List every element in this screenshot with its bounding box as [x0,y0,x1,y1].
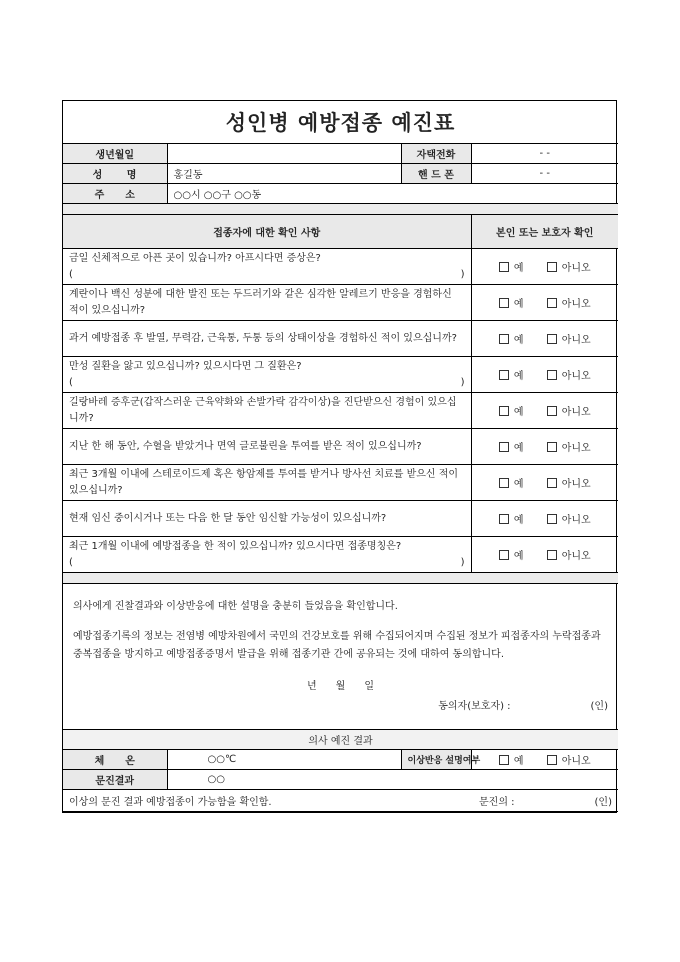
question-3-text: 과거 예방접종 후 발열, 무력감, 근육통, 두통 등의 상태이상을 경험하신 적이 있으십니까? [69,332,457,344]
question-9 [63,537,471,573]
question-8-text: 현재 임신 중이시거나 또는 다음 한 달 동안 임신할 가능성이 있으십니까? [69,512,387,524]
answer-2-no[interactable]: 아니오 [547,299,591,310]
signer-label: 동의자(보호자) : [438,700,511,712]
doctor-confirm-row [63,790,618,812]
reaction-no[interactable]: 아니오 [547,756,591,767]
answer-6 [471,429,618,465]
mobile-field[interactable]: - - [471,164,618,184]
reaction-yes[interactable]: 예 [499,756,524,767]
temperature-label: 체 온 [63,750,167,770]
answer-9-no[interactable]: 아니오 [547,551,591,562]
checkbox-icon [547,406,557,416]
answer-6-no[interactable]: 아니오 [547,443,591,454]
interview-label: 문진결과 [63,770,167,790]
answer-2-yes[interactable]: 예 [499,299,524,310]
checkbox-icon [547,755,557,765]
question-2-text: 계란이나 백신 성분에 대한 발진 또는 두드러기와 같은 심각한 알레르기 반응을 경험하신 적이 있으십니까? [69,288,452,316]
consent-date[interactable]: 년 월 일 [306,680,375,692]
question-4-text: 만성 질환을 앓고 있으십니까? 있으시다면 그 질환은? [69,360,302,372]
answer-6-yes[interactable]: 예 [499,443,524,454]
consent-line-1: 의사에게 진찰결과와 이상반응에 대한 설명을 충분히 들었음을 확인합니다. [73,600,398,612]
interview-field[interactable]: ○○ [167,770,618,790]
doctor-confirm-text: 이상의 문진 결과 예방접종이 가능함을 확인함. [69,797,272,808]
question-6-text: 지난 한 해 동안, 수혈을 받았거나 면역 글로불린을 투여를 받은 적이 있으십니까? [69,440,422,452]
answer-1-no[interactable]: 아니오 [547,263,591,274]
answer-5 [471,393,618,429]
reaction-label: 이상반응 설명여부 [401,750,471,770]
checkbox-icon [547,442,557,452]
checkbox-icon [499,514,509,524]
checkbox-icon [547,550,557,560]
answer-2 [471,285,618,321]
checkbox-icon [499,478,509,488]
question-7 [63,465,471,501]
answer-7 [471,465,618,501]
answer-1 [471,249,618,285]
checkbox-icon [547,262,557,272]
checkbox-icon [499,298,509,308]
answer-blank-4[interactable]: ( ) [69,376,465,388]
reaction-answer [471,750,618,770]
answer-9-yes[interactable]: 예 [499,551,524,562]
answer-5-no[interactable]: 아니오 [547,407,591,418]
spacer-row [63,204,618,215]
birth-field[interactable] [167,144,401,164]
answer-7-no[interactable]: 아니오 [547,479,591,490]
question-5-text: 길랑바레 증후군(갑작스러운 근육약화와 손발가락 감각이상)을 진단받으신 경험이 있으십니까? [69,396,457,424]
answer-8 [471,501,618,537]
address-field[interactable]: ○○시 ○○구 ○○동 [167,184,618,204]
answer-4 [471,357,618,393]
confirm-header: 본인 또는 보호자 확인 [471,215,618,249]
answer-9 [471,537,618,573]
consent-signature[interactable] [73,698,608,716]
birth-label: 생년월일 [63,144,167,164]
home-phone-field[interactable]: - - [471,144,618,164]
answer-4-no[interactable]: 아니오 [547,371,591,382]
answer-blank-1[interactable]: ( ) [69,268,465,280]
question-1 [63,249,471,285]
spacer-row [63,573,618,584]
checkbox-icon [499,370,509,380]
question-9-text: 최근 1개월 이내에 예방접종을 한 적이 있으십니까? 있으시다면 접종명칭은? [69,540,402,552]
name-label: 성 명 [63,164,167,184]
answer-4-yes[interactable]: 예 [499,371,524,382]
mobile-label: 핸 드 폰 [401,164,471,184]
form-title: 성인병 예방접종 예진표 [63,101,618,144]
seal-mark: (인) [590,700,608,712]
name-field[interactable]: 홍길동 [167,164,401,184]
doctor-section-title: 의사 예진 결과 [63,730,618,750]
consent-line-2: 예방접종기록의 정보는 전염병 예방차원에서 국민의 건강보호를 위해 수집되어지며 수집된 정보가 피접종자의 누락접종과 중복접종을 방지하고 예방접종증명서 발급을 위해 접종기관 간에 공유되는 것에 대하여 동의합니다. [73,630,601,660]
examiner-seal: (인) [594,797,612,808]
answer-3-yes[interactable]: 예 [499,335,524,346]
home-phone-label: 자택전화 [401,144,471,164]
checkbox-icon [499,334,509,344]
temperature-field[interactable]: ○○℃ [167,750,401,770]
checkbox-icon [547,298,557,308]
checkbox-icon [499,550,509,560]
address-label: 주 소 [63,184,167,204]
answer-8-yes[interactable]: 예 [499,515,524,526]
answer-3-no[interactable]: 아니오 [547,335,591,346]
vaccination-screening-form [62,100,617,813]
question-8 [63,501,471,537]
checkbox-icon [547,514,557,524]
question-4 [63,357,471,393]
answer-8-no[interactable]: 아니오 [547,515,591,526]
checkbox-icon [499,262,509,272]
checkbox-icon [499,755,509,765]
examiner-signature[interactable]: 문진의 : [479,797,515,808]
checkbox-icon [547,478,557,488]
question-1-text: 금일 신체적으로 아픈 곳이 있습니까? 아프시다면 증상은? [69,252,321,264]
answer-blank-9[interactable]: ( ) [69,556,465,568]
answer-3 [471,321,618,357]
questions-header: 접종자에 대한 확인 사항 [63,215,471,249]
answer-1-yes[interactable]: 예 [499,263,524,274]
question-7-text: 최근 3개월 이내에 스테로이드제 혹은 항암제를 투여를 받거나 방사선 치료를 받으신 적이 있으십니까? [69,468,459,496]
checkbox-icon [499,442,509,452]
checkbox-icon [499,406,509,416]
question-6 [63,429,471,465]
question-3 [63,321,471,357]
checkbox-icon [547,334,557,344]
form-table [63,101,618,812]
consent-section [63,584,618,730]
question-2 [63,285,471,321]
answer-5-yes[interactable]: 예 [499,407,524,418]
question-5 [63,393,471,429]
checkbox-icon [547,370,557,380]
answer-7-yes[interactable]: 예 [499,479,524,490]
